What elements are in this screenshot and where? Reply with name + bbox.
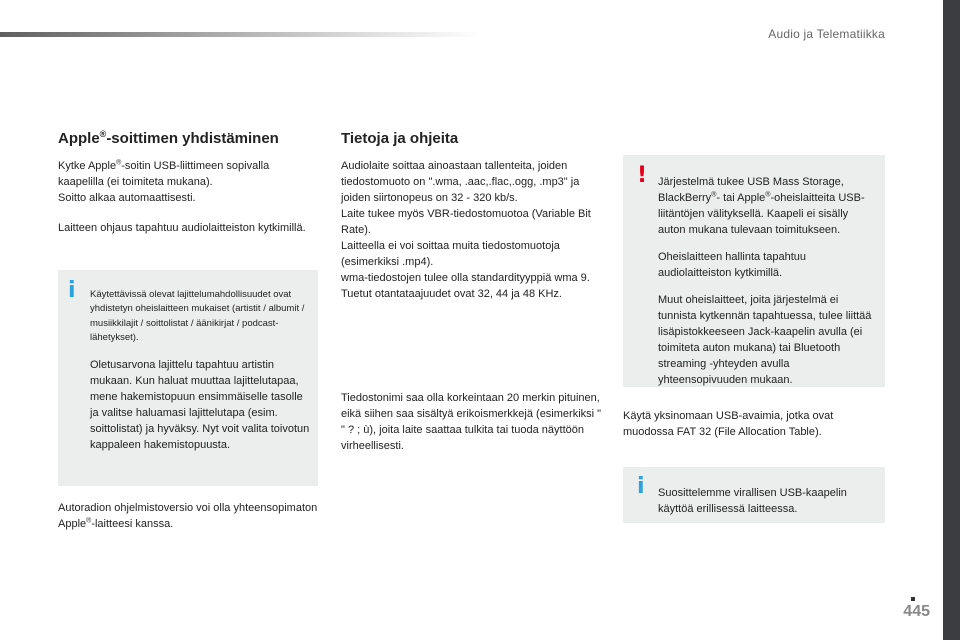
wma-paragraph: wma-tiedostojen tulee olla standardityyppiä wma 9.: [341, 272, 590, 284]
apple-heading-rest: -soittimen yhdistäminen: [106, 130, 279, 147]
warning-text-1: [658, 174, 878, 238]
fat32-paragraph: Käytä yksinomaan USB-avaimia, jotka ovat muodossa FAT 32 (File Allocation Table).: [623, 410, 834, 438]
info-icon: i: [637, 474, 645, 499]
middle-column: [341, 130, 603, 302]
page-dot: [911, 597, 915, 601]
info-heading: Tietoja ja ohjeita: [341, 130, 459, 147]
left-footer-text: [58, 500, 318, 532]
vbr-paragraph: Laite tukee myös VBR-tiedostomuotoa (Variable Bit Rate).: [341, 208, 591, 236]
control-paragraph: Laitteen ohjaus tapahtuu audiolaitteiston kytkimillä.: [58, 222, 306, 234]
warning-text-a: Järjestelmä tukee USB Mass Storage, BlackBerry: [658, 176, 844, 204]
apple-heading: [58, 130, 318, 148]
sorting-info-box: [58, 270, 318, 486]
usb-warning-box: [623, 155, 885, 387]
compat-text-b: -laitteesi kanssa.: [91, 518, 174, 530]
warning-text-3: Muut oheislaitteet, joita järjestelmä ei tunnista kytkennän tapahtuessa, tulee liittää lisäpistokkeeseen Jack-kaapelin avulla (ei toimiteta auton mukana) tai Bluetooth streaming -yhteyden avulla yhteensopivuuden mukaan.: [658, 294, 872, 386]
left-column: [58, 130, 318, 236]
connect-reg: ®: [116, 159, 122, 167]
usb-cable-info-box: [623, 467, 885, 523]
sorting-info-main: Oletusarvona lajittelu tapahtuu artistin mukaan. Kun haluat muuttaa lajittelutapaa, mene hakemistopuun ensimmäiselle tasolle ja valitse haluamasi lajittelutapa (esim. soittolistat) ja hyväksy. Nyt voit valita toivotun kappaleen hakemistopuusta.: [90, 358, 310, 451]
warning-text-c: -oheislaitteita USB-liitäntöjen välityksellä. Kaapeli ei sisälly auton mukana tulevaan toimitukseen.: [658, 192, 865, 236]
filename-paragraph: Tiedostonimi saa olla korkeintaan 20 merkin pituinen, eikä siihen saa sisältyä erikoismerkkejä (esimerkiksi " " ? ; ù), joita laite saattaa tulkita tai tuoda näyttöön virheellisesti.: [341, 392, 602, 452]
sampling-paragraph: Tuetut otantataajuudet ovat 32, 44 ja 48 KHz.: [341, 288, 562, 300]
cable-info-text: Suosittelemme virallisen USB-kaapelin käyttöä erillisessä laitteessa.: [658, 487, 847, 515]
warning-reg-1: ®: [711, 191, 717, 199]
warning-text-2: Oheislaitteen hallinta tapahtuu audiolaitteiston kytkimillä.: [658, 251, 806, 279]
page-number-text: 445: [903, 603, 930, 620]
compat-paragraph: [58, 500, 318, 532]
connect-text-b: -soitin USB-liittimeen sopivalla kaapelilla (ei toimiteta mukana).: [58, 160, 270, 188]
side-tab-strip: [943, 0, 960, 640]
connect-text-a: Kytke Apple: [58, 160, 117, 172]
compat-reg: ®: [86, 517, 92, 525]
formats-paragraph: Audiolaite soittaa ainoastaan tallenteita, joiden tiedostomuoto on ".wma, .aac,.flac,.ogg, .mp3" ja joiden siirtonopeus on 32 - 320 kb/s.: [341, 160, 580, 204]
apple-heading-main: Apple: [58, 130, 100, 147]
unsupported-paragraph: Laitteella ei voi soittaa muita tiedostomuotoja (esimerkiksi .mp4).: [341, 240, 560, 268]
usb-key-column: [623, 408, 885, 440]
warning-reg-2: ®: [765, 191, 771, 199]
compat-text-a: Autoradion ohjelmistoversio voi olla yhteensopimaton Apple: [58, 502, 318, 530]
connect-paragraph: [58, 158, 318, 206]
page-number: [903, 603, 930, 621]
sorting-info-small: Käytettävissä olevat lajittelumahdollisuudet ovat yhdistetyn oheislaitteen mukaiset (artistit / albumit / musiikkilajit / soittolistat / äänikirjat / podcast-lähetykset).: [90, 288, 305, 343]
warning-text-b: - tai Apple: [716, 192, 766, 204]
section-title: Audio ja Telematiikka: [768, 27, 885, 41]
header-gradient-bar: [0, 32, 480, 37]
apple-heading-reg: ®: [99, 129, 107, 139]
info-icon: i: [68, 278, 76, 303]
filename-column: [341, 390, 603, 454]
warning-icon: !: [637, 163, 648, 188]
connect-text-c: Soitto alkaa automaattisesti.: [58, 192, 196, 204]
